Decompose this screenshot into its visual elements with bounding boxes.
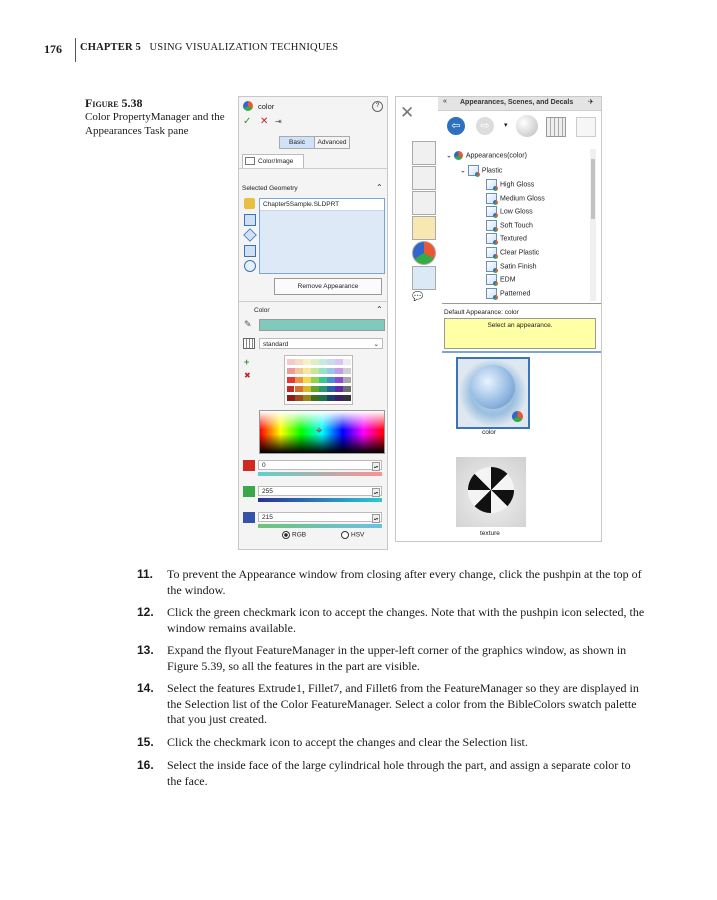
chapter-title: USING VISUALIZATION TECHNIQUES: [149, 42, 339, 53]
palette-swatch[interactable]: [319, 368, 327, 374]
folder-icon: [468, 165, 479, 176]
appearance-icon: [486, 247, 497, 258]
palette-swatch[interactable]: [327, 359, 335, 365]
appearance-icon: [486, 274, 497, 285]
divider: [239, 168, 387, 169]
task-pane-header: [438, 97, 601, 111]
palette-swatch[interactable]: [343, 377, 351, 383]
page-number: 176: [44, 42, 62, 56]
step-text: Select the features Extrude1, Fillet7, and Fillet6 from the FeatureManager so they are displayed in the Selection list of the Color FeatureManager. Select a color from the BibleColors swatch palette that you just created.: [167, 681, 639, 726]
tree-item-label: Medium Gloss: [500, 194, 545, 202]
palette-swatch[interactable]: [287, 395, 295, 401]
palette-swatch[interactable]: [303, 386, 311, 392]
palette-swatch[interactable]: [327, 368, 335, 374]
palette-icon: [243, 338, 255, 349]
ok-checkmark-icon[interactable]: ✓: [243, 116, 252, 127]
step-text: Click the green checkmark icon to accept the changes. Note that with the pushpin icon selected, the window remains available.: [167, 605, 645, 635]
tree-item-label: Satin Finish: [500, 262, 537, 270]
palette-select-value: standard: [263, 341, 289, 348]
tree-item[interactable]: [486, 193, 545, 204]
palette-swatch[interactable]: [335, 377, 343, 383]
tree-item[interactable]: [486, 179, 534, 190]
palette-swatch[interactable]: [295, 395, 303, 401]
tree-item[interactable]: [486, 247, 539, 258]
appearance-icon: [486, 206, 497, 217]
palette-swatch[interactable]: [303, 359, 311, 365]
cancel-x-icon[interactable]: ✕: [260, 116, 269, 127]
hint-text: Select an appearance.: [487, 322, 553, 329]
appearances-tab-icon[interactable]: [412, 241, 436, 265]
tree-item-label: Patterned: [500, 290, 531, 298]
palette-swatch[interactable]: [295, 368, 303, 374]
tab-color-image[interactable]: [242, 154, 304, 168]
red-value: 0: [262, 462, 266, 469]
color-thumbnail[interactable]: [456, 357, 530, 429]
tree-item[interactable]: [486, 274, 516, 285]
library-icon[interactable]: [546, 117, 566, 137]
palette-swatch[interactable]: [335, 368, 343, 374]
palette-swatch[interactable]: [335, 386, 343, 392]
hsv-label: HSV: [351, 531, 365, 539]
palette-swatch[interactable]: [343, 368, 351, 374]
rgb-label: RGB: [292, 531, 307, 539]
view-palette-tab-icon[interactable]: [412, 216, 436, 240]
blue-channel-chip: [243, 512, 255, 523]
blue-channel-input[interactable]: [258, 512, 382, 522]
tab-advanced[interactable]: Advanced: [314, 136, 350, 149]
palette-swatch[interactable]: [287, 377, 295, 383]
pushpin-icon[interactable]: ✈: [588, 99, 594, 106]
palette-swatch[interactable]: [295, 377, 303, 383]
tree-item-label: Soft Touch: [500, 222, 533, 230]
color-wheel-icon: [512, 411, 523, 422]
tree-item[interactable]: [486, 233, 527, 244]
step-number: 11.: [137, 567, 154, 581]
tree-item[interactable]: [486, 206, 533, 217]
green-channel-input[interactable]: [258, 486, 382, 496]
custom-properties-tab-icon[interactable]: [412, 266, 436, 290]
selection-list-item[interactable]: Chapter5Sample.SLDPRT: [260, 199, 384, 211]
red-slider[interactable]: [258, 472, 382, 476]
color-spectrum[interactable]: [259, 410, 385, 454]
forum-tab-icon[interactable]: 💬: [412, 291, 424, 301]
task-pane-title: Appearances, Scenes, and Decals: [460, 99, 574, 106]
chapter-label: CHAPTER 5: [80, 42, 142, 53]
close-icon[interactable]: ✕: [400, 103, 415, 122]
palette-swatch[interactable]: [335, 359, 343, 365]
palette-swatch[interactable]: [327, 377, 335, 383]
collapse-chevron-icon[interactable]: ⌃: [376, 183, 383, 192]
palette-swatch[interactable]: [303, 368, 311, 374]
current-color-swatch: [259, 319, 385, 331]
collapse-chevron-icon[interactable]: ⌃: [376, 305, 383, 314]
remove-appearance-button[interactable]: Remove Appearance: [274, 278, 382, 295]
chapter-header: [80, 42, 338, 53]
selected-geometry-heading: Selected Geometry: [242, 185, 298, 192]
step-number: 14.: [137, 681, 154, 695]
blue-value: 215: [262, 514, 273, 521]
step-item: [137, 758, 647, 789]
green-value: 255: [262, 488, 273, 495]
tree-item-label: EDM: [500, 276, 516, 284]
radio-checked-icon: [282, 531, 290, 539]
palette-swatch[interactable]: [303, 377, 311, 383]
image-icon: [245, 157, 255, 165]
back-arrow-icon[interactable]: ⇦: [447, 117, 465, 135]
palette-swatch[interactable]: [319, 395, 327, 401]
chevron-down-icon: ⌄: [373, 341, 379, 348]
tree-group[interactable]: ⌄ Plastic: [460, 165, 502, 176]
tree-item[interactable]: [486, 261, 537, 272]
blue-slider[interactable]: [258, 524, 382, 528]
add-folder-icon[interactable]: [576, 117, 596, 137]
step-item: [137, 681, 647, 728]
spinner-icon[interactable]: ▴▾: [373, 516, 378, 521]
tab-basic[interactable]: Basic: [279, 136, 315, 149]
color-section-heading: Color: [254, 307, 270, 314]
tree-item-label: High Gloss: [500, 181, 535, 189]
texture-thumbnail-label: texture: [480, 530, 500, 537]
green-channel-chip: [243, 486, 255, 497]
red-channel-input[interactable]: [258, 460, 382, 470]
hint-box: [444, 318, 596, 349]
spectrum-crosshair-icon[interactable]: ⌖: [316, 425, 323, 437]
palette-swatch[interactable]: [311, 368, 319, 374]
palette-swatch[interactable]: [319, 359, 327, 365]
step-number: 16.: [137, 758, 154, 772]
palette-select[interactable]: [259, 338, 383, 349]
delete-swatch-icon[interactable]: ✖: [244, 371, 251, 380]
select-feature-icon[interactable]: [243, 228, 257, 242]
step-item: [137, 735, 647, 751]
select-body-icon[interactable]: [244, 245, 256, 257]
tree-item[interactable]: [486, 220, 533, 231]
spinner-icon[interactable]: ▴▾: [373, 490, 378, 495]
select-part-icon[interactable]: [244, 198, 255, 209]
collapse-arrows-icon[interactable]: «: [443, 98, 447, 105]
palette-swatch[interactable]: [335, 395, 343, 401]
home-tab-icon[interactable]: [412, 141, 436, 165]
select-face-icon[interactable]: [244, 214, 256, 226]
scrollbar-thumb[interactable]: [591, 159, 595, 219]
forward-arrow-icon[interactable]: ⇨: [476, 117, 494, 135]
sphere-preview-icon[interactable]: [516, 115, 538, 137]
radio-unchecked-icon: [341, 531, 349, 539]
step-item: [137, 643, 647, 674]
default-appearance-label: Default Appearance: color: [444, 309, 519, 316]
selection-list[interactable]: [259, 198, 385, 274]
palette-swatch[interactable]: [287, 359, 295, 365]
red-channel-chip: [243, 460, 255, 471]
palette-swatch[interactable]: [287, 386, 295, 392]
palette-swatch[interactable]: [287, 368, 295, 374]
palette-swatch[interactable]: [311, 386, 319, 392]
step-number: 12.: [137, 605, 154, 619]
green-slider[interactable]: [258, 498, 382, 502]
header-rule: [75, 38, 76, 62]
appearance-icon: [486, 233, 497, 244]
palette-swatch[interactable]: [319, 377, 327, 383]
design-library-tab-icon[interactable]: [412, 166, 436, 190]
dropdown-arrow-icon[interactable]: ▾: [504, 122, 508, 129]
color-thumbnail-label: color: [482, 429, 497, 436]
palette-swatch[interactable]: [295, 359, 303, 365]
appearance-icon: [486, 179, 497, 190]
step-item: [137, 567, 647, 598]
swatch-grid[interactable]: [284, 355, 353, 405]
hsv-radio[interactable]: [341, 531, 364, 539]
figure-caption-text: Color PropertyManager and the Appearances Task pane: [85, 111, 225, 137]
tree-item-label: Clear Plastic: [500, 249, 540, 257]
step-text: Select the inside face of the large cylindrical hole through the part, and assign a separate color to the face.: [167, 758, 631, 788]
step-item: [137, 605, 647, 636]
divider: [239, 301, 387, 302]
rgb-radio[interactable]: [282, 531, 306, 539]
step-text: Expand the flyout FeatureManager in the upper-left corner of the graphics window, as shown in Figure 5.39, so all the features in the part are visible.: [167, 643, 627, 673]
tree-group-label: Plastic: [481, 167, 503, 175]
palette-swatch[interactable]: [327, 395, 335, 401]
step-text: To prevent the Appearance window from closing after every change, click the pushpin at the top of the window.: [167, 567, 642, 597]
palette-swatch[interactable]: [311, 395, 319, 401]
appearance-icon: [486, 261, 497, 272]
appearance-icon: [486, 288, 497, 299]
palette-swatch[interactable]: [311, 359, 319, 365]
palette-swatch[interactable]: [311, 377, 319, 383]
palette-swatch[interactable]: [343, 386, 351, 392]
figure-caption: [85, 96, 225, 138]
splitter[interactable]: [442, 351, 601, 353]
step-text: Click the checkmark icon to accept the changes and clear the Selection list.: [167, 735, 528, 749]
tree-scrollbar[interactable]: [590, 149, 596, 301]
tab-color-image-label: Color/Image: [258, 158, 294, 165]
appearance-icon: [486, 220, 497, 231]
palette-swatch[interactable]: [327, 386, 335, 392]
color-wheel-icon: [243, 101, 253, 111]
palette-swatch[interactable]: [319, 386, 327, 392]
step-number: 15.: [137, 735, 154, 749]
palette-swatch[interactable]: [343, 359, 351, 365]
tree-item-label: Low Gloss: [500, 208, 533, 216]
palette-swatch[interactable]: [343, 395, 351, 401]
pushpin-icon[interactable]: ⇥: [275, 117, 282, 126]
palette-swatch[interactable]: [295, 386, 303, 392]
appearance-icon: [486, 193, 497, 204]
texture-thumbnail[interactable]: [456, 457, 526, 527]
divider: [442, 303, 601, 304]
file-explorer-tab-icon[interactable]: [412, 191, 436, 215]
tree-root[interactable]: ⌄ Appearances(color): [446, 152, 527, 160]
tree-item-label: Textured: [500, 235, 527, 243]
help-icon[interactable]: ?: [372, 101, 383, 112]
eyedropper-icon[interactable]: ✎: [244, 319, 252, 329]
pm-title: color: [258, 102, 275, 111]
spinner-icon[interactable]: ▴▾: [373, 464, 378, 469]
step-number: 13.: [137, 643, 154, 657]
palette-swatch[interactable]: [303, 395, 311, 401]
color-wheel-icon: [454, 151, 463, 160]
checkered-sphere: [468, 467, 514, 513]
select-component-icon[interactable]: [244, 260, 256, 272]
color-property-manager: [238, 96, 388, 550]
add-swatch-icon[interactable]: +: [244, 357, 250, 367]
tree-root-label: Appearances(color): [465, 152, 527, 160]
figure-label: Figure 5.38: [85, 96, 143, 110]
blue-sphere: [471, 365, 515, 409]
tree-item[interactable]: [486, 288, 530, 299]
